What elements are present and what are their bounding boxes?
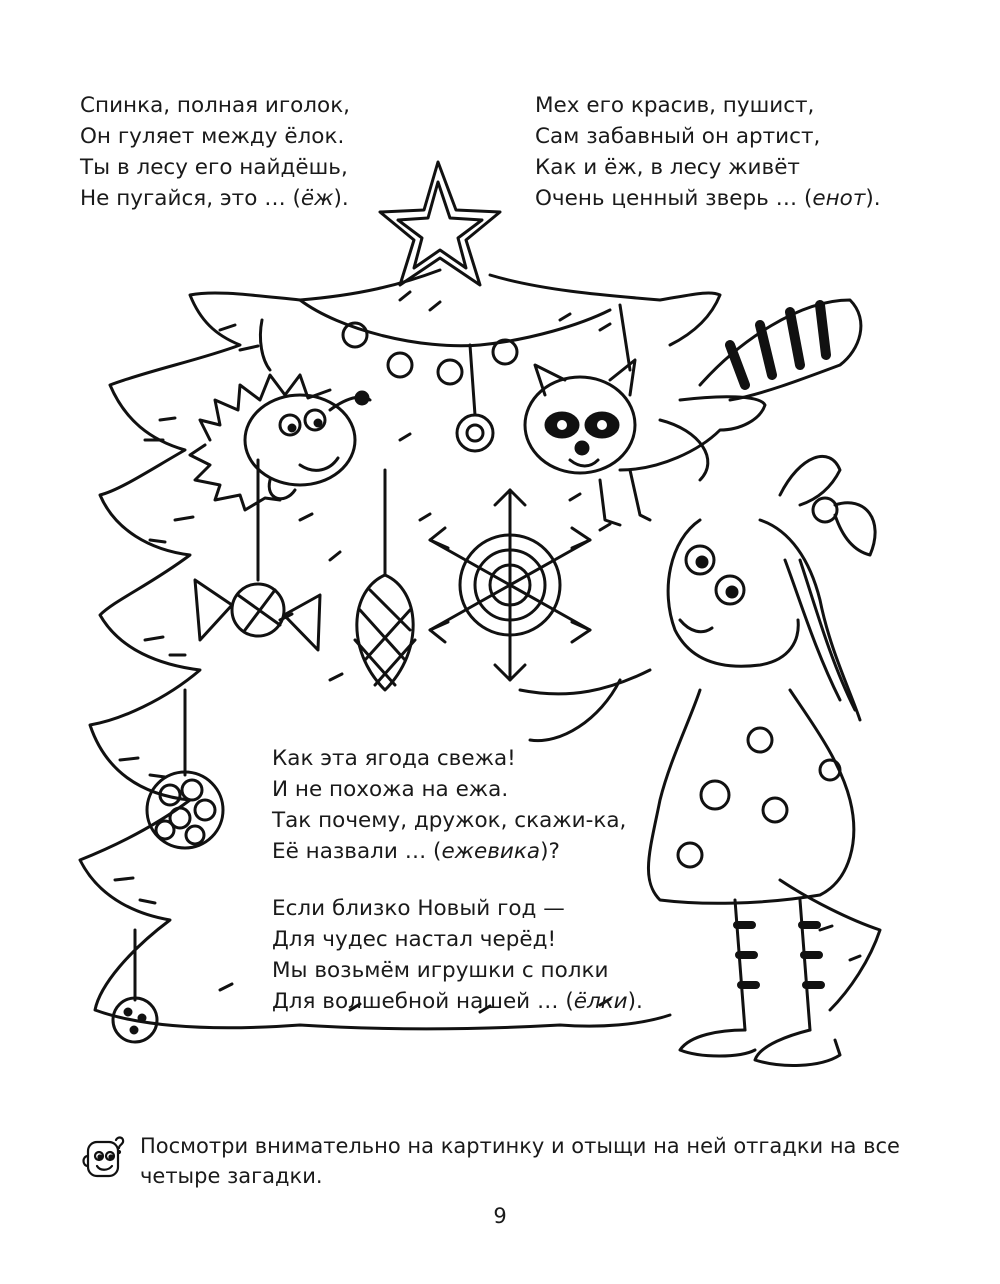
riddle-line: Для чудес настал черёд! <box>272 927 557 952</box>
blackberry-ornament <box>147 690 223 848</box>
riddle-line: Мех его красив, пушист, <box>535 93 815 118</box>
riddle-line: Он гуляет между ёлок. <box>80 124 345 149</box>
star-topper <box>380 162 500 285</box>
riddle-line: Ты в лесу его найдёшь, <box>80 155 348 180</box>
page-number: 9 <box>493 1204 507 1228</box>
riddle-line: Сам забавный он артист, <box>535 124 821 149</box>
riddle-prefix: Её назвали … ( <box>272 839 442 864</box>
riddle-line: Как и ёж, в лесу живёт <box>535 155 800 180</box>
hedgehog <box>190 320 370 510</box>
snowflake <box>430 490 590 680</box>
riddle-answer: ёлки <box>573 989 628 1014</box>
raccoon <box>525 300 861 525</box>
candy-ornament <box>195 460 320 650</box>
riddle-prefix: Очень ценный зверь … ( <box>535 186 813 211</box>
riddle-prefix: Для волшебной нашей … ( <box>272 989 574 1014</box>
riddle-answer: енот <box>812 186 866 211</box>
riddle-raccoon <box>535 90 881 214</box>
riddle-suffix: )? <box>540 839 560 864</box>
riddle-line: Как эта ягода свежа! <box>272 746 516 771</box>
riddle-suffix: ). <box>865 186 881 211</box>
riddle-answer: ёж <box>300 186 334 211</box>
riddle-line-last <box>80 183 350 214</box>
ball-ornament-hanging <box>457 345 493 451</box>
riddle-line: Спинка, полная иголок, <box>80 93 351 118</box>
instruction-text: Посмотри внимательно на картинку и отыщи на ней отгадки на все четыре загадки. <box>140 1134 900 1188</box>
riddle-line: Мы возьмём игрушки с полки <box>272 958 609 983</box>
ball-ornament-bottom <box>113 930 157 1042</box>
riddle-suffix: ). <box>333 186 349 211</box>
pinecone-ornament <box>355 470 415 690</box>
riddle-line: Так почему, дружок, скажи-ка, <box>272 808 627 833</box>
riddle-line-last <box>535 183 881 214</box>
riddle-line: Если близко Новый год — <box>272 896 565 921</box>
thinking-face-icon <box>80 1134 128 1184</box>
riddle-line-last <box>272 986 643 1017</box>
riddle-line: И не похожа на ежа. <box>272 777 509 802</box>
riddle-answer: ежевика <box>441 839 541 864</box>
riddle-blackberry <box>272 743 626 867</box>
riddle-line-last <box>272 836 626 867</box>
riddle-prefix: Не пугайся, это … ( <box>80 186 301 211</box>
riddle-tree <box>272 893 643 1017</box>
riddle-suffix: ). <box>627 989 643 1014</box>
garland <box>300 300 610 384</box>
riddle-hedgehog <box>80 90 350 214</box>
